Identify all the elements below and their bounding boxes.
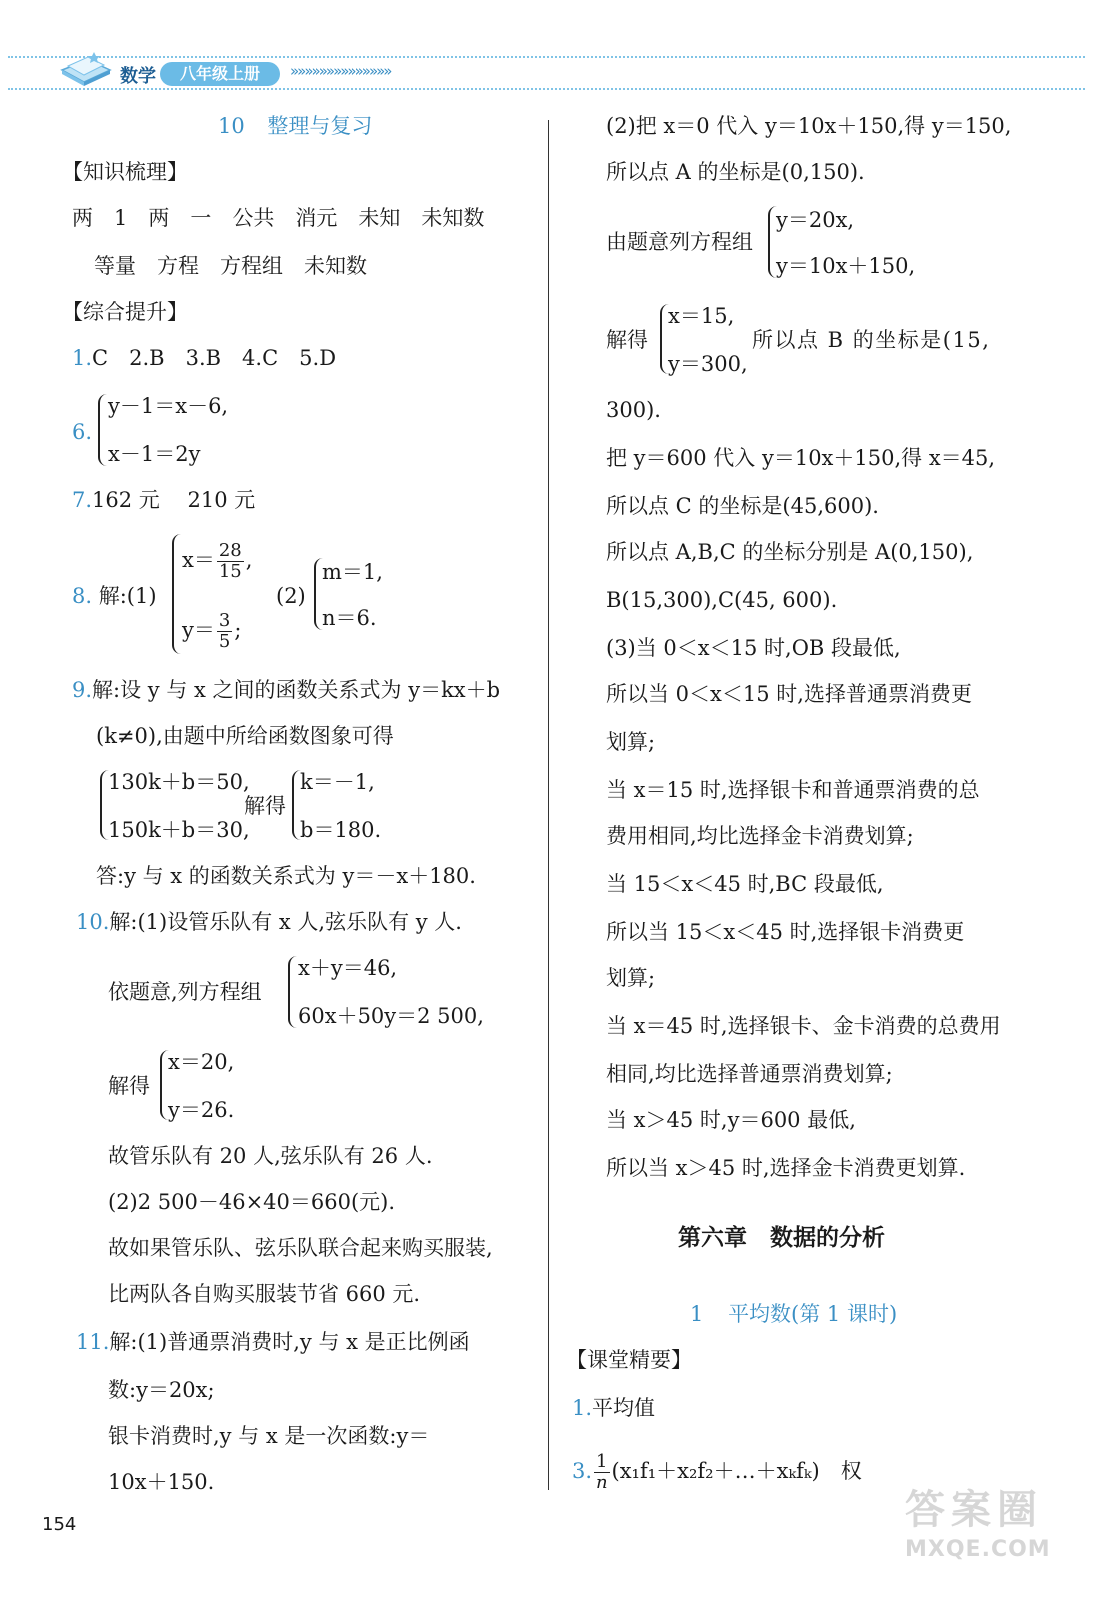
r-line-21: 所以当 x＞45 时,选择金卡消费更划算.	[606, 1156, 966, 1180]
r-line-11: 所以当 0＜x＜15 时,选择普通票消费更	[606, 682, 972, 706]
q10-line-4: 故管乐队有 20 人,弦乐队有 26 人.	[108, 1144, 433, 1168]
q10-line-6: 故如果管乐队、弦乐队联合起来购买服装,	[108, 1236, 493, 1260]
q7-text: 162 元 210 元	[92, 488, 256, 512]
q8-brace-1	[172, 534, 181, 654]
r-line-18: 当 x＝45 时,选择银卡、金卡消费的总费用	[606, 1014, 1001, 1038]
r-line-14: 费用相同,均比选择金卡消费划算;	[606, 824, 914, 848]
q8-x-label: x＝	[182, 548, 215, 572]
r-system-eq-2: y＝10x＋150,	[776, 254, 916, 278]
knowledge-line-1: 两 1 两 一 公共 消元 未知 未知数	[72, 206, 485, 230]
q8-n-eq: n＝6.	[322, 606, 377, 630]
header-arrows: »»»»»»»»»»»»»»	[290, 62, 391, 80]
section-title: 整理与复习	[267, 114, 373, 138]
watermark-url: MXQE.COM	[905, 1537, 1051, 1562]
class-item-1	[572, 1394, 655, 1422]
header-subject: 数学	[120, 66, 156, 87]
q7-number: 7.	[72, 488, 93, 512]
q1-number: 1.	[72, 346, 93, 370]
fraction-numerator: 1	[596, 1451, 608, 1472]
book-icon	[58, 48, 114, 88]
r-line-15: 当 15＜x＜45 时,BC 段最低,	[606, 872, 884, 896]
q6-eq-2: x－1＝2y	[108, 442, 201, 466]
lesson-title: 平均数(第 1 课时)	[728, 1302, 898, 1326]
q9-eq-2: 150k＋b＝30,	[108, 818, 250, 842]
q10-lead: 依题意,列方程组	[108, 980, 262, 1004]
r-system-lead: 由题意列方程组	[606, 230, 753, 254]
page-number: 154	[42, 1514, 77, 1535]
q10-eq-2: 60x＋50y＝2 500,	[298, 1004, 484, 1028]
q10-line-1	[76, 908, 462, 936]
q9-eq-1: 130k＋b＝50,	[108, 770, 250, 794]
answers-1-5-text: C 2.B 3.B 4.C 5.D	[92, 346, 337, 370]
q11-text-1: 解:(1)普通票消费时,y 与 x 是正比例函	[109, 1330, 470, 1354]
header-rule-bottom	[8, 88, 1085, 90]
q8-m-eq: m＝1,	[322, 560, 383, 584]
lesson-number: 1	[690, 1302, 704, 1326]
q8-y-fraction	[217, 611, 232, 652]
class-item-1-text: 平均值	[592, 1396, 656, 1420]
q8-part2-label: (2)	[276, 584, 306, 608]
chapter-title: 第六章 数据的分析	[678, 1225, 885, 1251]
q10-result-1: x＝20,	[168, 1050, 235, 1074]
q10-line-7: 比两队各自购买服装节省 660 元.	[108, 1282, 421, 1306]
watermark	[905, 1478, 1051, 1562]
q10-solve-label: 解得	[108, 1074, 150, 1098]
weighted-mean-expression: (x₁f₁＋x₂f₂＋…＋xₖfₖ) 权	[611, 1459, 862, 1483]
r-line-13: 当 x＝15 时,选择银卡和普通票消费的总	[606, 778, 980, 802]
weighted-mean-fraction	[594, 1452, 609, 1493]
r-line-19: 相同,均比选择普通票消费划算;	[606, 1062, 893, 1086]
lesson-heading	[690, 1300, 897, 1328]
q8-number: 8.	[72, 584, 93, 608]
q11-number: 11.	[76, 1330, 110, 1354]
r-line-17: 划算;	[606, 966, 656, 990]
q8-y-numerator: 3	[218, 610, 231, 631]
answers-1-5	[72, 344, 336, 372]
class-item-3	[572, 1446, 862, 1496]
q9-line-1	[72, 676, 500, 704]
q8-x-fraction	[217, 541, 244, 582]
q8-y-end: ;	[234, 618, 242, 642]
watermark-main: 答案圈	[905, 1487, 1043, 1533]
r-solve-label: 解得	[606, 328, 648, 352]
r-line-9: B(15,300),C(45, 600).	[606, 588, 838, 612]
q11-line-2: 数:y＝20x;	[108, 1378, 215, 1402]
heading-class-essentials: 【课堂精要】	[566, 1348, 692, 1372]
r-line-2: 所以点 A 的坐标是(0,150).	[606, 160, 865, 184]
q10-brace-1	[288, 956, 297, 1028]
q8-x-numerator: 28	[218, 540, 242, 561]
q8-x-end: ,	[245, 548, 253, 572]
q8-x-eq	[182, 536, 252, 584]
r-system-eq-1: y＝20x,	[776, 208, 855, 232]
q9-solve-label: 解得	[244, 794, 286, 818]
r-solve-eq-1: x＝15,	[668, 304, 735, 328]
q6-brace	[98, 394, 107, 466]
heading-knowledge: 【知识梳理】	[62, 160, 188, 184]
q8-y-denominator: 5	[218, 631, 231, 652]
q10-eq-1: x＋y＝46,	[298, 956, 398, 980]
q8-x-denominator: 15	[218, 561, 242, 582]
r-point-b-text: 所以点 B 的坐标是(15,	[752, 328, 991, 352]
class-item-3-number: 3.	[572, 1459, 593, 1483]
r-line-1: (2)把 x＝0 代入 y＝10x＋150,得 y＝150,	[606, 114, 1012, 138]
r-line-20: 当 x＞45 时,y＝600 最低,	[606, 1108, 856, 1132]
q8-lead	[72, 582, 157, 610]
section-heading	[218, 112, 372, 140]
r-line-10: (3)当 0＜x＜15 时,OB 段最低,	[606, 636, 901, 660]
r-line-5: 300).	[606, 398, 661, 422]
column-divider	[548, 120, 549, 1490]
q9-line-2: (k≠0),由题中所给函数图象可得	[96, 724, 394, 748]
q8-y-label: y＝	[182, 618, 215, 642]
r-solve-eq-2: y＝300,	[668, 352, 748, 376]
q9-text-1: 解:设 y 与 x 之间的函数关系式为 y＝kx＋b	[92, 678, 501, 702]
q9-result-2: b＝180.	[300, 818, 382, 842]
heading-comprehensive: 【综合提升】	[62, 300, 188, 324]
q9-number: 9.	[72, 678, 93, 702]
r-line-12: 划算;	[606, 730, 656, 754]
header-grade-badge: 八年级上册	[160, 62, 280, 86]
r-line-16: 所以当 15＜x＜45 时,选择银卡消费更	[606, 920, 965, 944]
fraction-denominator: n	[595, 1472, 608, 1493]
q11-line-1	[76, 1328, 470, 1356]
q7-line	[72, 486, 255, 514]
r-line-8: 所以点 A,B,C 的坐标分别是 A(0,150),	[606, 540, 974, 564]
q10-number: 10.	[76, 910, 110, 934]
q6-number: 6.	[72, 420, 93, 444]
class-item-1-number: 1.	[572, 1396, 593, 1420]
r-line-6: 把 y＝600 代入 y＝10x＋150,得 x＝45,	[606, 446, 996, 470]
q11-line-4: 10x＋150.	[108, 1470, 215, 1494]
knowledge-line-2: 等量 方程 方程组 未知数	[94, 254, 367, 278]
q11-line-3: 银卡消费时,y 与 x 是一次函数:y＝	[108, 1424, 430, 1448]
section-number: 10	[218, 114, 245, 138]
q10-line-5: (2)2 500－46×40＝660(元).	[108, 1190, 396, 1214]
q9-result-1: k＝－1,	[300, 770, 375, 794]
q9-answer: 答:y 与 x 的函数关系式为 y＝－x＋180.	[96, 864, 476, 888]
q10-text-1: 解:(1)设管乐队有 x 人,弦乐队有 y 人.	[109, 910, 462, 934]
q8-lead-text: 解:(1)	[98, 584, 157, 608]
header-rule-top	[8, 56, 1085, 58]
q8-y-eq	[182, 606, 241, 654]
q6-eq-1: y－1＝x－6,	[108, 394, 229, 418]
q10-result-2: y＝26.	[168, 1098, 235, 1122]
r-line-7: 所以点 C 的坐标是(45,600).	[606, 494, 879, 518]
